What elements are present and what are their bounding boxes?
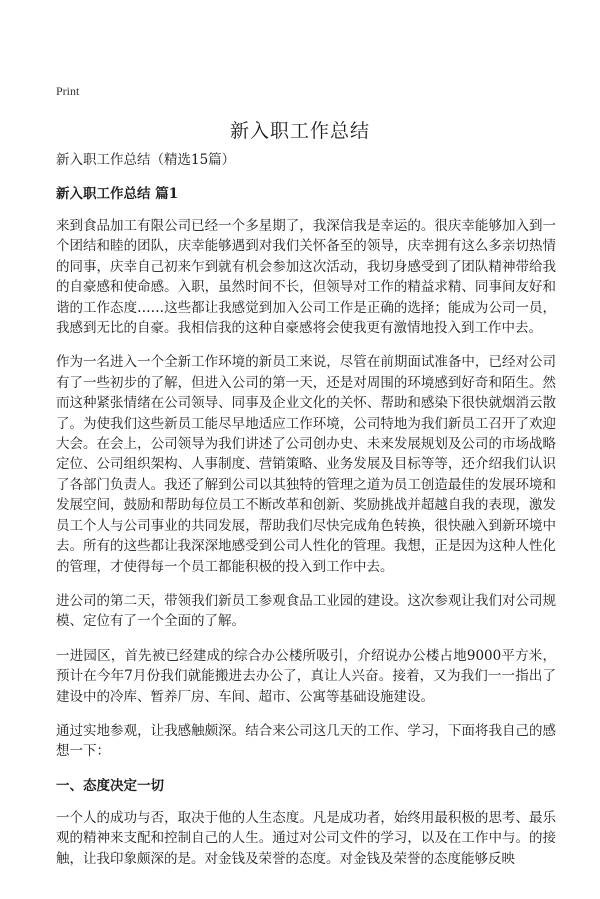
document-body [56, 150, 556, 883]
section-heading-1: 新入职工作总结 篇1 [56, 186, 179, 202]
document-subtitle: 新入职工作总结（精选15篇） [56, 152, 236, 168]
paragraph-3: 进公司的第二天，带领我们新员工参观食品工业园的建设。这次参观让我们对公司规模、定位有了一个全面的了解。 [56, 592, 556, 630]
print-label: Print [56, 84, 80, 98]
paragraph-4: 一进园区，首先被已经建成的综合办公楼所吸引，介绍说办公楼占地9000平方米，预计在今年7月份我们就能搬进去办公了，真让人兴奋。接着，又为我们一一指出了建设中的冷库、暂养厂房、车间、超市、公寓等基础设施建设。 [56, 647, 556, 705]
paragraph-6: 一个人的成功与否，取决于他的人生态度。凡是成功者，始终用最积极的思考、最乐观的精神来支配和控制自己的人生。通过对公司文件的学习，以及在工作中与。的接触，让我印象颇深的是。对金钱及荣誉的态度。对金钱及荣誉的态度能够反映 [56, 809, 556, 867]
document-title: 新入职工作总结 [229, 120, 370, 142]
paragraph-5: 通过实地参观，让我感触颇深。结合来公司这几天的工作、学习，下面将我自己的感想一下： [56, 722, 556, 760]
paragraph-1: 来到食品加工有限公司已经一个多星期了，我深信我是幸运的。很庆幸能够加入到一个团结和睦的团队，庆幸能够遇到对我们关怀备至的领导，庆幸拥有这么多亲切热情的同事，庆幸自己初来乍到就有机会参加这次活动，我切身感受到了团队精神带给我的自豪感和使命感。入职，虽然时间不长，但领导对工作的精益求精、同事间友好和谐的工作态度……这些都让我感觉到加入公司工作是正确的选择；能成为公司一员，我感到无比的自豪。我相信我的这种自豪感将会使我更有激情地投入到工作中去。 [56, 218, 556, 337]
paragraph-2: 作为一名进入一个全新工作环境的新员工来说，尽管在前期面试准备中，已经对公司有了一些初步的了解，但进入公司的第一天，还是对周围的环境感到好奇和陌生。然而这种紧张情绪在公司领导、同事及企业文化的关怀、帮助和感染下很快就烟消云散了。为使我们这些新员工能尽早地适应工作环境，公司特地为我们新员工召开了欢迎大会。在会上，公司领导为我们讲述了公司创办史、未来发展规划及公司的市场战略定位、公司组织架构、人事制度、营销策略、业务发展及目标等等，还介绍我们认识了各部门负责人。我还了解到公司以其独特的管理之道为员工创造最佳的发展环境和发展空间，鼓励和帮助每位员工不断改革和创新、奖励挑战并超越自我的表现，激发员工个人与公司事业的共同发展，帮助我们尽快完成角色转换，很快融入到新环境中去。所有的这些都让我深深地感受到公司人性化的管理。我想，正是因为这种人性化的管理，才使得每一个员工都能积极的投入到工作中去。 [56, 354, 556, 575]
section-heading-2: 一、态度决定一切 [56, 777, 164, 794]
